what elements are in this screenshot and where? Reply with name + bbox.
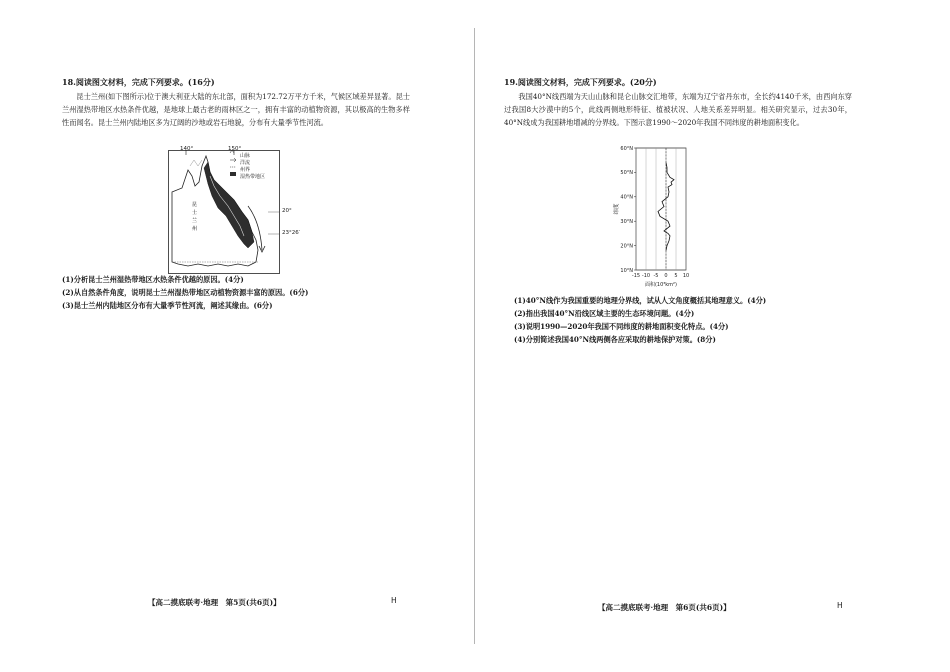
chart-x-tick-3: 0 bbox=[664, 273, 668, 279]
q18-item-1: (1)分析昆士兰州湿热带地区水热条件优越的原因。(4分) bbox=[62, 275, 244, 284]
map-region-label-1: 昆 bbox=[192, 202, 198, 208]
map-legend-mountain: 山脉 bbox=[240, 153, 251, 159]
map-region-label-3: 兰 bbox=[192, 218, 198, 224]
right-page bbox=[478, 0, 950, 672]
page-divider bbox=[474, 28, 475, 644]
chart-y-tick-0: 10°N bbox=[620, 267, 633, 274]
chart-y-tick-1: 20°N bbox=[620, 243, 633, 250]
map-lat-tropic: 23°26′ bbox=[282, 230, 300, 236]
chart-y-tick-4: 50°N bbox=[620, 170, 633, 177]
q18-item-2: (2)从自然条件角度，说明昆士兰州湿热带地区动植物资源丰富的原因。(6分) bbox=[62, 288, 309, 297]
map-legend-current: 洋流 bbox=[240, 160, 251, 166]
map-lat-20: 20° bbox=[282, 208, 292, 214]
map-region-label-2: 士 bbox=[192, 210, 198, 216]
map-lon-150: 150° bbox=[228, 146, 242, 152]
map-region-label-4: 州 bbox=[192, 226, 198, 232]
q18-item-3: (3)昆士兰州内陆地区分布有大量季节性河流，阐述其缘由。(6分) bbox=[62, 301, 273, 310]
right-footer: 【高二摸底联考·地理 第6页(共6页)】 bbox=[598, 603, 731, 612]
left-page bbox=[0, 0, 472, 672]
chart-x-tick-5: 10 bbox=[682, 273, 690, 279]
cropland-latitude-chart bbox=[612, 140, 722, 292]
q18-paragraph: 昆士兰州(如下图所示)位于澳大利亚大陆的东北部，面积为172.72万平方千米，气候区域差异显著。昆士兰州湿热带地区水热条件优越，是地球上最古老的雨林区之一，拥有丰富的动植物资源，其以极高的生物多样性而闻名。昆士兰州内陆地区多为辽阔的沙地或岩石地貌，分布有大量季节性河流。 bbox=[62, 92, 410, 127]
left-paper-mark: H bbox=[391, 596, 397, 605]
chart-y-tick-5: 60°N bbox=[620, 145, 633, 152]
q19-item-1: (1)40°N线作为我国重要的地理分界线，试从人文角度概括其地理意义。(4分) bbox=[514, 296, 767, 305]
queensland-map bbox=[168, 146, 280, 274]
q18-heading: 18.阅读图文材料，完成下列要求。(16分) bbox=[62, 77, 215, 87]
map-lon-140: 140° bbox=[180, 146, 194, 152]
chart-x-label: 面积(10³km²) bbox=[644, 282, 678, 288]
map-legend-wet-tropics: 湿热带地区 bbox=[240, 174, 266, 180]
chart-x-tick-4: 5 bbox=[674, 273, 678, 279]
left-footer: 【高二摸底联考·地理 第5页(共6页)】 bbox=[148, 598, 281, 607]
map-legend-border: 州界 bbox=[240, 167, 251, 173]
q19-item-2: (2)指出我国40°N沿线区域主要的生态环境问题。(4分) bbox=[514, 309, 695, 318]
q19-paragraph: 我国40°N线西端为天山山脉和昆仑山脉交汇地带，东端为辽宁省丹东市，全长约4140千米，由西向东穿过我国8大沙漠中的5个，此线两侧地形特征、植被状况、人地关系差异明显。相关研究显示，过去30年，40°N线成为我国耕地增减的分界线。下图示意1990～2020年我国不同纬度的耕地面积变化。 bbox=[504, 92, 852, 127]
q19-item-3: (3)说明1990—2020年我国不同纬度的耕地面积变化特点。(4分) bbox=[514, 322, 729, 331]
chart-y-tick-3: 40°N bbox=[620, 194, 633, 201]
chart-y-tick-2: 30°N bbox=[620, 219, 633, 225]
chart-x-tick-2: -5 bbox=[653, 273, 659, 279]
chart-y-label: 纬度 bbox=[614, 203, 620, 215]
chart-x-tick-1: -10 bbox=[641, 273, 651, 279]
q19-heading: 19.阅读图文材料，完成下列要求。(20分) bbox=[504, 77, 657, 87]
chart-x-tick-0: -15 bbox=[631, 273, 641, 279]
q19-item-4: (4)分别简述我国40°N线两侧各应采取的耕地保护对策。(8分) bbox=[514, 335, 716, 344]
right-paper-mark: H bbox=[837, 601, 843, 610]
